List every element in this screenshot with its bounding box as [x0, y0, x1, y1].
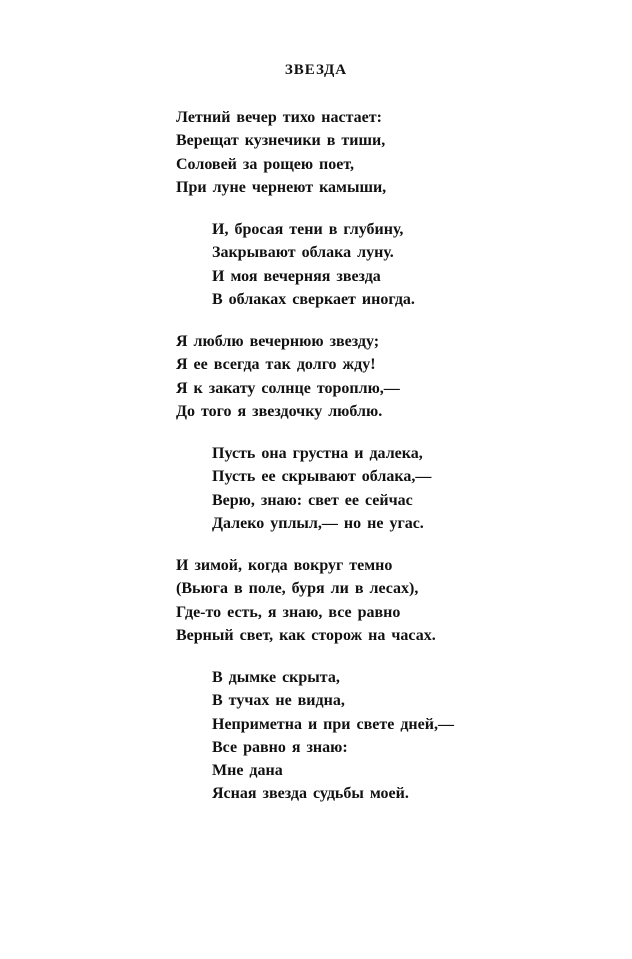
poem-line: И зимой, когда вокруг темно	[176, 557, 393, 574]
stanza-4	[212, 442, 431, 535]
poem-line: Я люблю вечернюю звезду;	[176, 333, 380, 350]
poem-line: Верю, знаю: свет ее сейчас	[212, 491, 413, 509]
stanza-6	[212, 666, 454, 806]
poem-line: В дымке скрыта,	[212, 669, 340, 686]
poem-line: Неприметна и при свете дней,—	[212, 715, 454, 733]
poem-line: Где-то есть, я знаю, все равно	[176, 603, 401, 621]
poem-line: Я ее всегда так долго жду!	[176, 356, 376, 374]
stanza-5	[176, 554, 436, 647]
poem-line: Ясная звезда судьбы моей.	[212, 785, 409, 803]
poem-line: Верный свет, как сторож на часах.	[176, 626, 436, 644]
poem-line: Летний вечер тихо настает:	[176, 109, 382, 126]
poem-line: Закрывают облака луну.	[212, 244, 394, 262]
poem-line: В тучах не видна,	[212, 692, 345, 710]
poem-line: До того я звездочку люблю.	[176, 402, 383, 420]
poem-line: Далеко уплыл,— но не угас.	[212, 514, 424, 532]
stanza-2	[212, 218, 415, 311]
poem-line: И, бросая тени в глубину,	[212, 221, 404, 238]
poem-line: В облаках сверкает иногда.	[212, 290, 415, 308]
poem-line: Соловей за рощею поет,	[176, 155, 355, 173]
poem-title: ЗВЕЗДА	[284, 62, 348, 78]
poem-line: Я к закату солнце тороплю,—	[176, 379, 400, 397]
poem-line: (Вьюга в поле, буря ли в лесах),	[176, 580, 419, 598]
poem-line: Верещат кузнечики в тиши,	[176, 132, 386, 150]
poem-line: Все равно я знаю:	[212, 738, 348, 756]
poem-line: При луне чернеют камыши,	[176, 178, 387, 196]
stanza-3	[176, 330, 400, 423]
poem-line: Мне дана	[212, 762, 283, 780]
stanza-1	[176, 106, 386, 199]
poem-line: Пусть она грустна и далека,	[212, 445, 423, 462]
poem-line: И моя вечерняя звезда	[212, 267, 381, 285]
poem-line: Пусть ее скрывают облака,—	[212, 468, 432, 486]
